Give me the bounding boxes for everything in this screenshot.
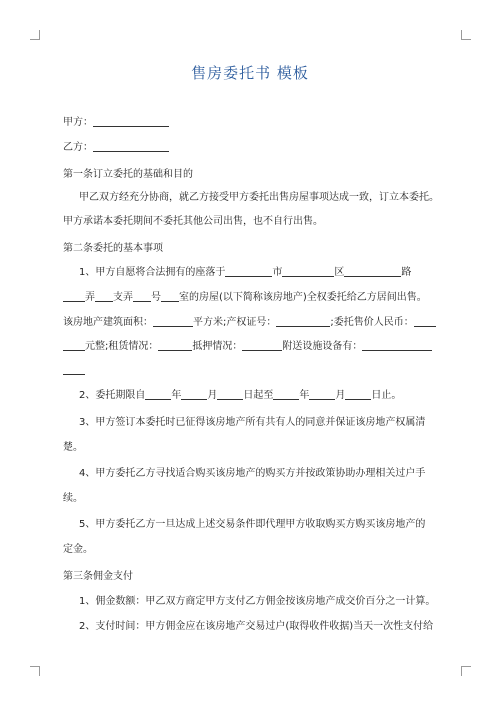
article-2-heading: 第二条委托的基本事项 bbox=[63, 243, 163, 254]
item-3-line-1: 3、甲方签订本委托时已征得该房地产所有共有人的同意并保证该房地产权属清 bbox=[79, 417, 426, 428]
item-1-text-c: 区 bbox=[334, 267, 345, 278]
item-1-text-j: 平方米;产权证号： bbox=[193, 317, 277, 328]
area-blank[interactable] bbox=[153, 316, 193, 327]
article-1-para-2: 甲方承诺本委托期间不委托其他公司出售，也不自行出售。 bbox=[63, 216, 323, 227]
item-1-line-1 bbox=[79, 266, 443, 280]
item-1-text-n: 附送设施设备有： bbox=[282, 341, 363, 352]
item-5-line-2: 定金。 bbox=[63, 544, 93, 555]
room-blank[interactable] bbox=[161, 291, 179, 302]
mortgage-blank[interactable] bbox=[242, 340, 282, 351]
item-1-text-m: 抵押情况： bbox=[192, 341, 243, 352]
party-b-label: 乙方： bbox=[63, 142, 93, 153]
item-1-text-b: 市 bbox=[272, 267, 283, 278]
party-a-line bbox=[63, 116, 443, 130]
lane-blank[interactable] bbox=[63, 291, 85, 302]
start-day-blank[interactable] bbox=[217, 389, 243, 400]
facilities-cont-blank[interactable] bbox=[63, 364, 85, 375]
article-1-para-1: 甲乙双方经充分协商，就乙方接受甲方委托出售房屋事项达成一致，订立本委托。 bbox=[79, 192, 439, 203]
item-1-line-2 bbox=[63, 291, 443, 305]
item-4-line-2: 续。 bbox=[63, 493, 83, 504]
price-cont-blank[interactable] bbox=[63, 340, 85, 351]
item-1-line-3 bbox=[63, 316, 443, 330]
start-year-blank[interactable] bbox=[145, 389, 171, 400]
end-month-blank[interactable] bbox=[309, 389, 335, 400]
payment-item-1: 1、佣金数额：甲乙双方商定甲方支付乙方佣金按该房地产成交价百分之一计算。 bbox=[79, 596, 436, 607]
crop-mark-top-left bbox=[30, 30, 40, 40]
item-2-text-e: 年 bbox=[299, 390, 310, 401]
item-2-text-f: 月 bbox=[335, 390, 346, 401]
item-1-text-h: 室的房屋(以下简称该房地产)全权委托给乙方居间出售。 bbox=[179, 292, 427, 303]
party-b-line bbox=[63, 141, 443, 155]
item-2-text-g: 日止。 bbox=[371, 390, 402, 401]
item-2-text-d: 日起至 bbox=[243, 390, 274, 401]
item-1-text-a: 1、甲方自愿将合法拥有的座落于 bbox=[79, 267, 226, 278]
payment-item-2: 2、支付时间：甲方佣金应在该房地产交易过户(取得收件收据)当天一次性支付给 bbox=[79, 621, 434, 632]
party-a-blank[interactable] bbox=[93, 116, 169, 127]
item-1-text-k: ;委托售价人民币： bbox=[330, 317, 414, 328]
end-year-blank[interactable] bbox=[273, 389, 299, 400]
item-3-line-2: 楚。 bbox=[63, 442, 83, 453]
item-1-text-g: 号 bbox=[151, 292, 161, 303]
facilities-blank[interactable] bbox=[362, 340, 432, 351]
crop-mark-bottom-left bbox=[30, 666, 40, 676]
sub-lane-blank[interactable] bbox=[95, 291, 113, 302]
document-title: 售房委托书 模板 bbox=[191, 64, 309, 82]
item-2-line bbox=[79, 389, 443, 403]
lease-blank[interactable] bbox=[158, 340, 192, 351]
city-blank[interactable] bbox=[225, 266, 272, 277]
item-1-text-e: 弄 bbox=[85, 292, 95, 303]
number-blank[interactable] bbox=[133, 291, 151, 302]
item-4-line-1: 4、甲方委托乙方寻找适合购买该房地产的购买方并按政策协助办理相关过户手 bbox=[79, 468, 426, 479]
article-1-heading: 第一条订立委托的基础和目的 bbox=[63, 169, 193, 180]
crop-mark-bottom-right bbox=[461, 666, 471, 676]
crop-mark-top-right bbox=[461, 30, 471, 40]
item-2-text-c: 月 bbox=[207, 390, 218, 401]
item-1-text-d: 路 bbox=[401, 267, 412, 278]
certificate-blank[interactable] bbox=[276, 316, 330, 327]
article-3-heading: 第三条佣金支付 bbox=[63, 571, 133, 582]
party-a-label: 甲方： bbox=[63, 117, 93, 128]
item-1-text-f: 支弄 bbox=[113, 292, 133, 303]
district-blank[interactable] bbox=[282, 266, 334, 277]
item-2-text-b: 年 bbox=[171, 390, 182, 401]
road-blank[interactable] bbox=[344, 266, 401, 277]
item-5-line-1: 5、甲方委托乙方一旦达成上述交易条件即代理甲方收取购买方购买该房地产的 bbox=[79, 519, 426, 530]
item-1-text-i: 该房地产建筑面积： bbox=[63, 317, 153, 328]
item-2-text-a: 2、委托期限自 bbox=[79, 390, 146, 401]
item-1-line-4 bbox=[63, 340, 443, 354]
end-day-blank[interactable] bbox=[345, 389, 371, 400]
start-month-blank[interactable] bbox=[181, 389, 207, 400]
item-1-text-l: 元整;租赁情况： bbox=[85, 341, 159, 352]
price-blank[interactable] bbox=[414, 316, 436, 327]
item-1-line-5 bbox=[63, 364, 443, 378]
party-b-blank[interactable] bbox=[93, 141, 169, 152]
